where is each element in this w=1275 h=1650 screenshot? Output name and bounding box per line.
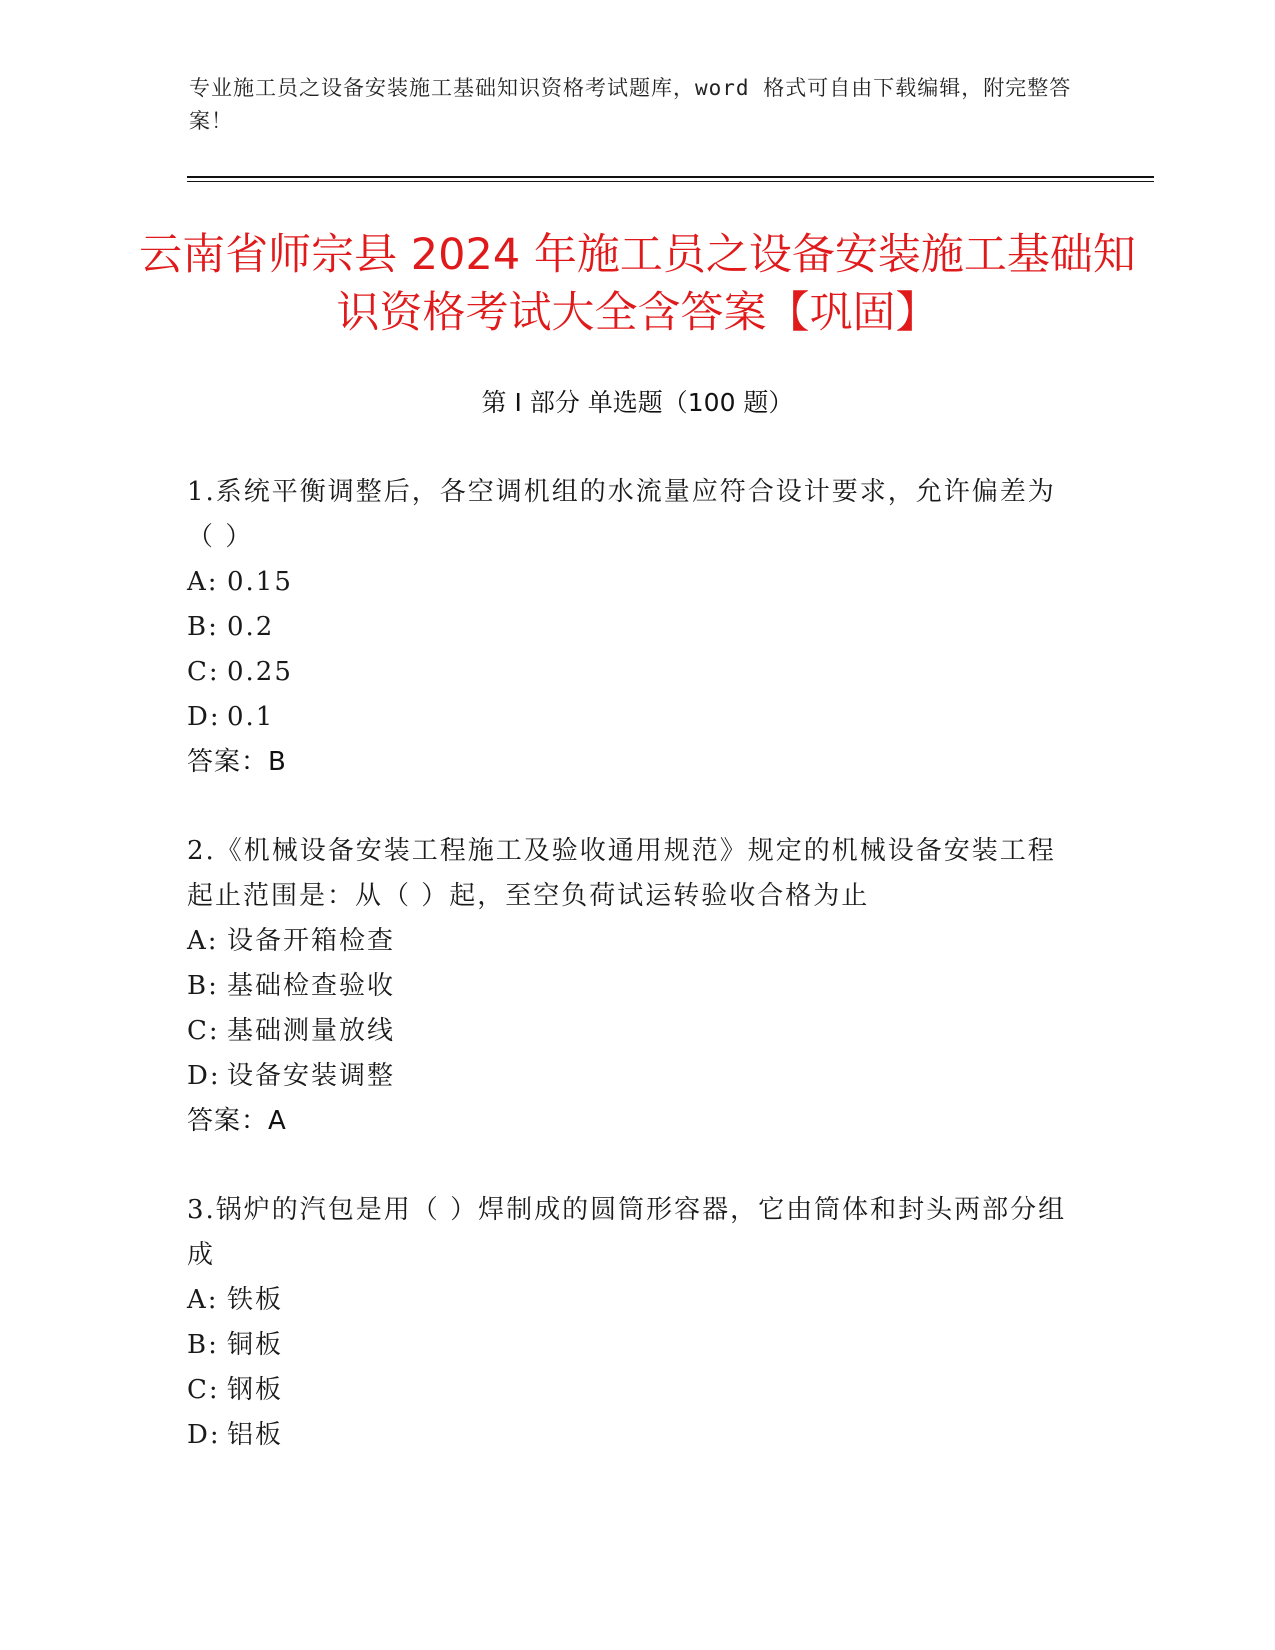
option-text: 钢板 xyxy=(227,1375,284,1405)
question-3 xyxy=(187,1188,1067,1458)
option-d xyxy=(187,695,1067,740)
option-letter: C: xyxy=(187,1016,220,1046)
question-2 xyxy=(187,829,1067,1144)
option-a xyxy=(187,1278,1067,1323)
option-letter: A: xyxy=(187,926,219,956)
option-text: 0.15 xyxy=(227,567,293,597)
option-b xyxy=(187,964,1067,1009)
answer-line: 答案：B xyxy=(187,747,287,777)
header-divider-thick xyxy=(187,176,1154,178)
question-stem: 2.《机械设备安装工程施工及验收通用规范》规定的机械设备安装工程起止范围是：从（ ）起，至空负荷试运转验收合格为止 xyxy=(187,836,1056,911)
option-letter: D: xyxy=(187,1061,221,1091)
option-text: 0.1 xyxy=(227,702,275,732)
option-letter: C: xyxy=(187,1375,220,1405)
option-letter: C: xyxy=(187,657,220,687)
option-c xyxy=(187,650,1067,695)
question-1 xyxy=(187,470,1067,785)
option-c xyxy=(187,1368,1067,1413)
question-stem: 3.锅炉的汽包是用（ ）焊制成的圆筒形容器，它由筒体和封头两部分组成 xyxy=(187,1195,1067,1270)
document-title: 云南省师宗县 2024 年施工员之设备安装施工基础知识资格考试大全含答案【巩固】 xyxy=(139,230,1136,338)
option-text: 铜板 xyxy=(227,1330,284,1360)
option-letter: A: xyxy=(187,567,219,597)
option-d xyxy=(187,1413,1067,1458)
option-b xyxy=(187,1323,1067,1368)
option-d xyxy=(187,1054,1067,1099)
question-stem: 1.系统平衡调整后，各空调机组的水流量应符合设计要求，允许偏差为（ ） xyxy=(187,477,1056,552)
header-divider-thin xyxy=(187,181,1154,182)
option-text: 基础检查验收 xyxy=(227,971,396,1001)
option-letter: D: xyxy=(187,702,221,732)
option-text: 基础测量放线 xyxy=(227,1016,396,1046)
option-text: 0.25 xyxy=(227,657,293,687)
option-text: 设备安装调整 xyxy=(227,1061,396,1091)
option-letter: A: xyxy=(187,1285,219,1315)
option-letter: B: xyxy=(187,971,219,1001)
option-text: 铁板 xyxy=(227,1285,284,1315)
option-a xyxy=(187,919,1067,964)
option-b xyxy=(187,605,1067,650)
header-note: 专业施工员之设备安装施工基础知识资格考试题库，word 格式可自由下载编辑，附完整答案！ xyxy=(189,76,1072,133)
option-c xyxy=(187,1009,1067,1054)
option-letter: B: xyxy=(187,1330,219,1360)
section-title: 第 I 部分 单选题（100 题） xyxy=(481,388,794,417)
option-text: 设备开箱检查 xyxy=(227,926,396,956)
option-letter: B: xyxy=(187,612,219,642)
question-list xyxy=(187,470,1067,1502)
answer-line: 答案：A xyxy=(187,1106,287,1136)
option-text: 0.2 xyxy=(227,612,275,642)
option-a xyxy=(187,560,1067,605)
option-text: 铝板 xyxy=(227,1420,284,1450)
option-letter: D: xyxy=(187,1420,221,1450)
